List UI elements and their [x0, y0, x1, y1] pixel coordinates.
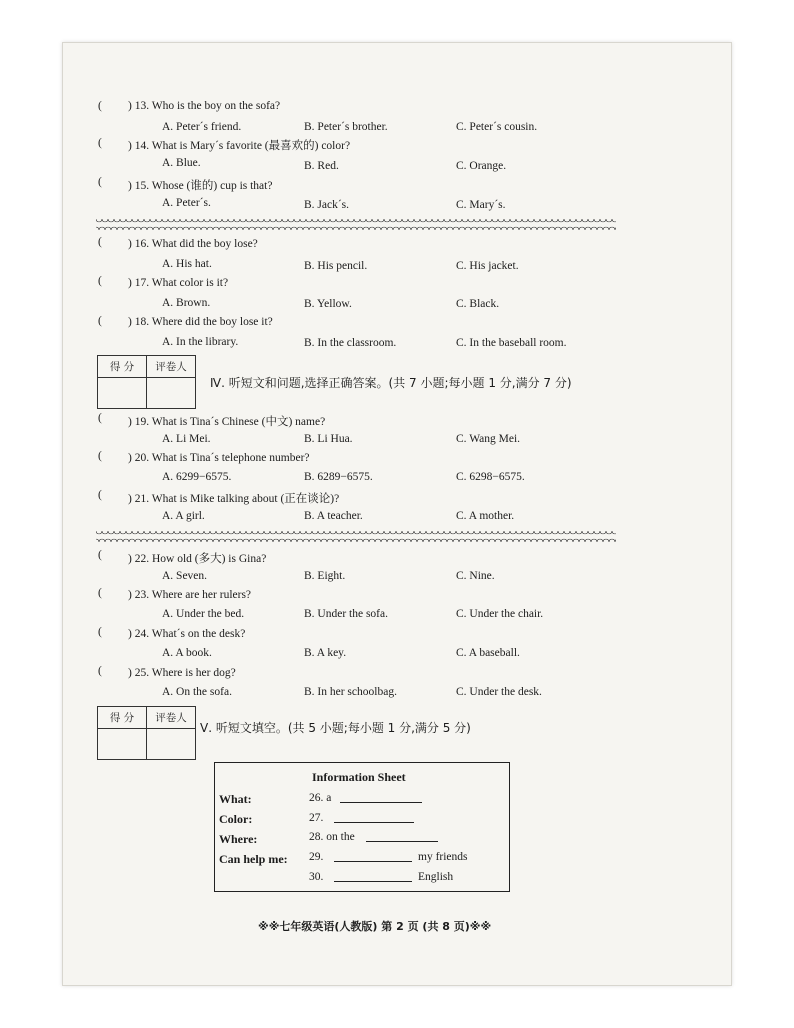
option-c: C. A mother. — [456, 510, 515, 522]
option-c: C. A baseball. — [456, 647, 520, 659]
score-table — [97, 706, 196, 760]
option-a: A. Brown. — [162, 297, 211, 309]
option-b: B. In her schoolbag. — [304, 686, 397, 698]
question-text: ) 21. What is Mike talking about (正在谈论)? — [128, 493, 340, 505]
option-a: A. Li Mei. — [162, 433, 211, 445]
option-c: C. 6298−6575. — [456, 471, 525, 483]
option-b: B. His pencil. — [304, 260, 368, 272]
option-b: B. Jack´s. — [304, 199, 350, 211]
option-a: A. Peter´s friend. — [162, 121, 242, 133]
score-label: 得 分 — [98, 356, 147, 378]
option-c: C. Orange. — [456, 160, 507, 172]
info-item-number: 28. on the — [309, 831, 355, 843]
option-c: C. Mary´s. — [456, 199, 506, 211]
question-text: ) 15. Whose (谁的) cup is that? — [128, 180, 273, 192]
page-footer: ※※七年级英语(人教版) 第 2 页 (共 8 页)※※ — [258, 920, 492, 933]
answer-blank-30[interactable] — [334, 871, 412, 882]
option-a: A. A girl. — [162, 510, 205, 522]
option-a: A. Blue. — [162, 157, 201, 169]
question-text: ) 17. What color is it? — [128, 277, 229, 289]
option-b: B. Under the sofa. — [304, 608, 388, 620]
answer-paren[interactable]: ( — [98, 315, 102, 327]
score-cell[interactable] — [98, 729, 147, 760]
answer-paren[interactable]: ( — [98, 236, 102, 248]
answer-paren[interactable]: ( — [98, 549, 102, 561]
option-b: B. A key. — [304, 647, 347, 659]
question-text: ) 24. What´s on the desk? — [128, 628, 246, 640]
question-text: ) 23. Where are her rulers? — [128, 589, 252, 601]
answer-paren[interactable]: ( — [98, 275, 102, 287]
score-cell[interactable] — [98, 378, 147, 409]
answer-blank-27[interactable] — [334, 812, 414, 823]
option-c: C. His jacket. — [456, 260, 519, 272]
question-text: ) 19. What is Tina´s Chinese (中文) name? — [128, 416, 326, 428]
info-suffix: my friends — [418, 851, 468, 863]
info-item-number: 27. — [309, 812, 324, 824]
answer-paren[interactable]: ( — [98, 137, 102, 149]
answer-paren[interactable]: ( — [98, 626, 102, 638]
wavy-divider — [96, 224, 616, 230]
grader-cell[interactable] — [147, 378, 196, 409]
grader-label: 评卷人 — [147, 356, 196, 378]
score-label: 得 分 — [98, 707, 147, 729]
question-text: ) 16. What did the boy lose? — [128, 238, 258, 250]
option-b: B. In the classroom. — [304, 337, 397, 349]
option-c: C. Under the chair. — [456, 608, 544, 620]
answer-paren[interactable]: ( — [98, 176, 102, 188]
info-item-number: 26. a — [309, 792, 332, 804]
option-b: B. Peter´s brother. — [304, 121, 388, 133]
option-a: A. A book. — [162, 647, 212, 659]
option-b: B. 6289−6575. — [304, 471, 373, 483]
information-sheet-title: Information Sheet — [312, 770, 406, 784]
option-a: A. His hat. — [162, 258, 212, 270]
option-c: C. Nine. — [456, 570, 495, 582]
info-item-number: 30. — [309, 871, 324, 883]
option-a: A. Seven. — [162, 570, 208, 582]
info-suffix: English — [418, 871, 454, 883]
question-text: ) 20. What is Tina´s telephone number? — [128, 452, 310, 464]
option-c: C. Peter´s cousin. — [456, 121, 538, 133]
question-text: ) 13. Who is the boy on the sofa? — [128, 100, 281, 112]
option-c: C. Black. — [456, 298, 500, 310]
option-b: B. Eight. — [304, 570, 346, 582]
answer-paren[interactable]: ( — [98, 489, 102, 501]
question-text: ) 18. Where did the boy lose it? — [128, 316, 273, 328]
info-item-number: 29. — [309, 851, 324, 863]
answer-paren[interactable]: ( — [98, 100, 102, 112]
answer-paren[interactable]: ( — [98, 665, 102, 677]
answer-paren[interactable]: ( — [98, 412, 102, 424]
option-a: A. In the library. — [162, 336, 239, 348]
grader-cell[interactable] — [147, 729, 196, 760]
info-label: Where: — [219, 832, 258, 846]
option-a: A. On the sofa. — [162, 686, 232, 698]
section-heading-4: Ⅳ. 听短文和问题,选择正确答案。(共 7 小题;每小题 1 分,满分 7 分) — [210, 376, 572, 390]
option-a: A. 6299−6575. — [162, 471, 232, 483]
info-label: Color: — [219, 812, 253, 826]
option-b: B. Li Hua. — [304, 433, 353, 445]
option-c: C. In the baseball room. — [456, 337, 567, 349]
option-c: C. Wang Mei. — [456, 433, 521, 445]
option-c: C. Under the desk. — [456, 686, 542, 698]
answer-paren[interactable]: ( — [98, 587, 102, 599]
answer-blank-28[interactable] — [366, 831, 438, 842]
option-b: B. A teacher. — [304, 510, 363, 522]
question-text: ) 25. Where is her dog? — [128, 667, 236, 679]
answer-paren[interactable]: ( — [98, 450, 102, 462]
option-b: B. Yellow. — [304, 298, 352, 310]
question-text: ) 22. How old (多大) is Gina? — [128, 553, 267, 565]
option-a: A. Under the bed. — [162, 608, 245, 620]
option-a: A. Peter´s. — [162, 197, 211, 209]
section-heading-5: Ⅴ. 听短文填空。(共 5 小题;每小题 1 分,满分 5 分) — [200, 721, 471, 735]
wavy-divider — [96, 536, 616, 542]
answer-blank-26[interactable] — [340, 792, 422, 803]
answer-blank-29[interactable] — [334, 851, 412, 862]
info-label: Can help me: — [219, 852, 288, 866]
score-table — [97, 355, 196, 409]
grader-label: 评卷人 — [147, 707, 196, 729]
question-text: ) 14. What is Mary´s favorite (最喜欢的) color? — [128, 140, 351, 152]
option-b: B. Red. — [304, 160, 339, 172]
info-label: What: — [219, 792, 252, 806]
